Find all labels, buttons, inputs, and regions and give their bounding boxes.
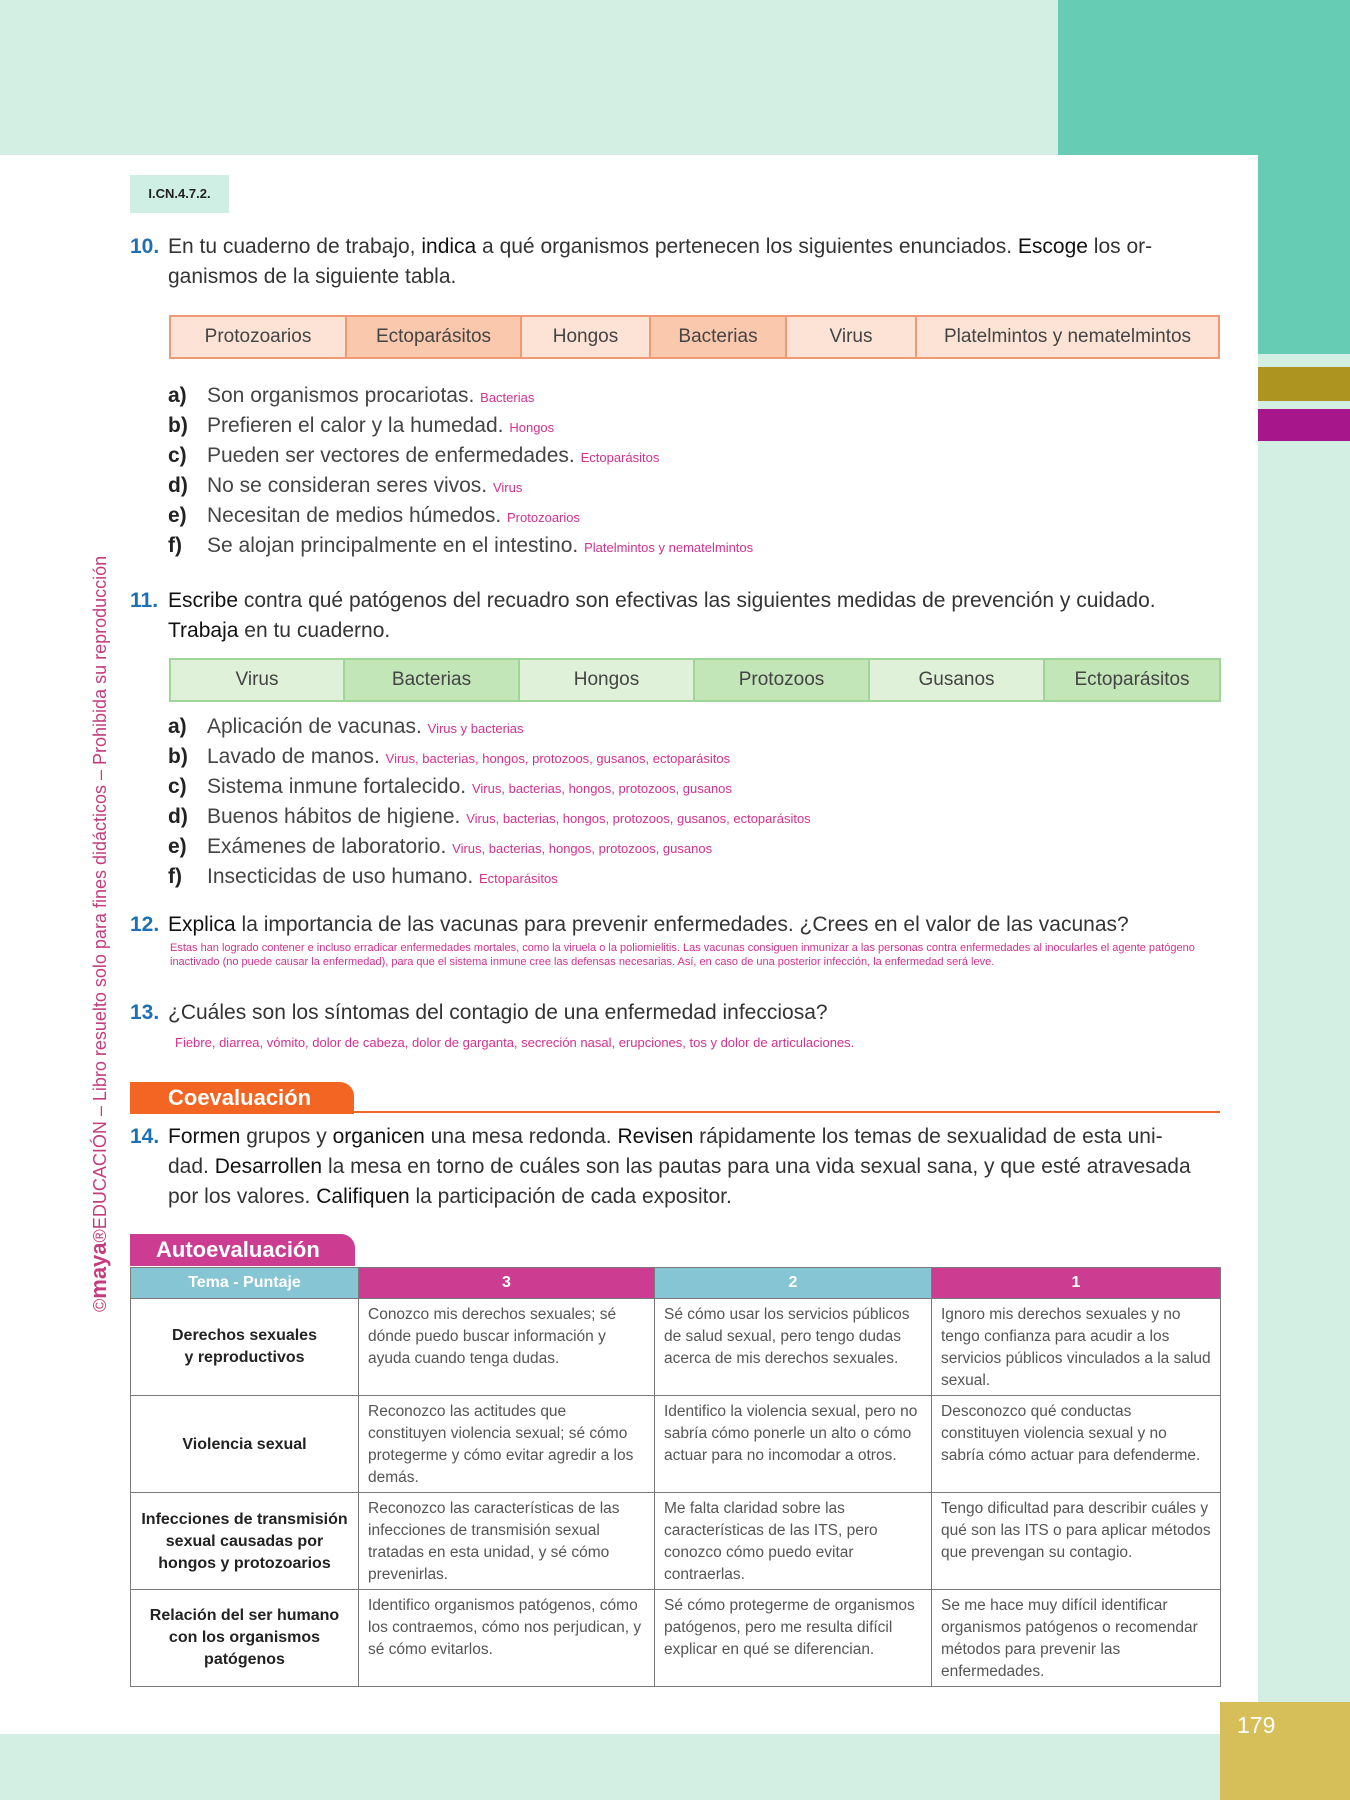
answer: Virus, bacterias, hongos, protozoos, gusanos, ectoparásitos <box>385 751 731 766</box>
pathogen-options-table <box>169 658 1221 702</box>
question-14-number: 14. <box>130 1125 160 1148</box>
option-cell: Bacterias <box>649 315 787 359</box>
question-11-list <box>168 712 811 892</box>
option-cell: Ectoparásitos <box>1043 658 1221 702</box>
organism-options-table <box>169 315 1220 359</box>
question-11-text: Escribe contra qué patógenos del recuadro son efectivas las siguientes medidas de prevención y cuidado. Trabaja en tu cuaderno. <box>168 589 1156 642</box>
cell-score-3: Identifico organismos patógenos, cómo los contraemos, cómo nos perjudican, y sé cómo evitarlos. <box>359 1590 655 1687</box>
option-cell: Bacterias <box>343 658 520 702</box>
cell-score-1: Se me hace muy difícil identificar organismos patógenos o recomendar métodos para prevenir las enfermedades. <box>932 1590 1221 1687</box>
autoevaluacion-banner: Autoevaluación <box>130 1234 355 1266</box>
list-item: f) Se alojan principalmente en el intestino. Platelmintos y nematelmintos <box>168 534 754 557</box>
cell-score-2: Sé cómo protegerme de organismos patógenos, pero me resulta difícil explicar en qué se diferencian. <box>655 1590 932 1687</box>
bottom-band <box>0 1734 1350 1800</box>
table-row <box>131 1590 1221 1687</box>
olive-side-band <box>1258 367 1350 401</box>
answer: Virus, bacterias, hongos, protozoos, gusanos <box>471 781 732 796</box>
cell-score-3: Reconozco las actitudes que constituyen violencia sexual; sé cómo protegerme y cómo evitar agredir a los demás. <box>359 1396 655 1493</box>
cell-score-1: Desconozco qué conductas constituyen violencia sexual y no sabría cómo actuar para defenderme. <box>932 1396 1221 1493</box>
question-13-text: ¿Cuáles son los síntomas del contagio de una enfermedad infecciosa? <box>168 1001 828 1024</box>
question-12-text: Explica la importancia de las vacunas para prevenir enfermedades. ¿Crees en el valor de las vacunas? <box>168 913 1129 936</box>
answer: Virus, bacterias, hongos, protozoos, gusanos <box>452 841 713 856</box>
cell-score-1: Tengo dificultad para describir cuáles y qué son las ITS o para aplicar métodos que prevengan su contagio. <box>932 1493 1221 1590</box>
answer: Hongos <box>509 420 555 435</box>
list-item: b) Prefieren el calor y la humedad. Hongos <box>168 414 555 437</box>
option-cell: Protozoarios <box>169 315 347 359</box>
header-score-3: 3 <box>359 1268 655 1299</box>
cell-score-2: Me falta claridad sobre las características de las ITS, pero conozco cómo puedo evitar contraerlas. <box>655 1493 932 1590</box>
answer: Virus <box>492 480 523 495</box>
cell-score-3: Reconozco las características de las infecciones de transmisión sexual tratadas en esta unidad, y sé cómo prevenirlas. <box>359 1493 655 1590</box>
table-row <box>131 1299 1221 1396</box>
question-12-answer: Estas han logrado contener e incluso erradicar enfermedades mortales, como la viruela o la poliomielitis. Las vacunas consiguen inmunizar a las personas contra enfermedades al inocularles el agente patógeno inactivado (no puede causar la enfermedad), para que el sistema inmune cree las defensas necesarias. Así, en caso de una posterior infección, la enfermedad será leve. <box>170 942 1195 968</box>
question-14-text: Formen grupos y organicen una mesa redonda. Revisen rápidamente los temas de sexualidad de esta uni- dad. Desarrollen la mesa en torno de cuáles son las pautas para una vida sexual sana, y que esté atravesada por los valores. Califiquen la participación de cada expositor. <box>168 1125 1191 1208</box>
table-row <box>131 1396 1221 1493</box>
option-cell: Hongos <box>520 315 651 359</box>
question-10-number: 10. <box>130 235 160 258</box>
list-item: d) Buenos hábitos de higiene. Virus, bacterias, hongos, protozoos, gusanos, ectoparásitos <box>168 805 811 828</box>
header-tema: Tema - Puntaje <box>131 1268 359 1299</box>
list-item: f) Insecticidas de uso humano. Ectoparásitos <box>168 865 558 888</box>
brand-logo-text: maya <box>86 1242 111 1299</box>
answer: Bacterias <box>480 390 535 405</box>
list-item: a) Aplicación de vacunas. Virus y bacterias <box>168 715 524 738</box>
option-cell: Virus <box>169 658 345 702</box>
list-item: e) Exámenes de laboratorio. Virus, bacterias, hongos, protozoos, gusanos <box>168 835 713 858</box>
option-cell: Ectoparásitos <box>345 315 522 359</box>
question-11-number: 11. <box>130 589 159 612</box>
list-item: b) Lavado de manos. Virus, bacterias, hongos, protozoos, gusanos, ectoparásitos <box>168 745 731 768</box>
row-topic: Violencia sexual <box>131 1396 359 1493</box>
copyright-vertical-text: ©maya®EDUCACIÓN – Libro resuelto solo para fines didácticos – Prohibida su reproducción <box>86 555 111 1312</box>
row-topic: Relación del ser humano con los organismos patógenos <box>131 1590 359 1687</box>
option-cell: Virus <box>785 315 917 359</box>
answer: Virus y bacterias <box>427 721 524 736</box>
list-item: c) Sistema inmune fortalecido. Virus, bacterias, hongos, protozoos, gusanos <box>168 775 732 798</box>
cell-score-2: Identifico la violencia sexual, pero no sabría cómo ponerle un alto o cómo actuar para no incomodar a otros. <box>655 1396 932 1493</box>
autoevaluacion-table <box>130 1267 1221 1687</box>
cell-score-3: Conozco mis derechos sexuales; sé dónde puedo buscar información y ayuda cuando tenga dudas. <box>359 1299 655 1396</box>
cell-score-1: Ignoro mis derechos sexuales y no tengo confianza para acudir a los servicios públicos vinculados a la salud sexual. <box>932 1299 1221 1396</box>
coevaluacion-rule <box>130 1111 1220 1113</box>
question-13-answer: Fiebre, diarrea, vómito, dolor de cabeza, dolor de garganta, secreción nasal, erupciones, tos y dolor de articulaciones. <box>175 1035 855 1050</box>
header-score-1: 1 <box>932 1268 1221 1299</box>
row-topic: Infecciones de transmisión sexual causadas por hongos y protozoarios <box>131 1493 359 1590</box>
page-number: 179 <box>1237 1712 1276 1738</box>
question-10-list <box>168 381 753 561</box>
table-header-row <box>131 1268 1221 1299</box>
option-cell: Protozoos <box>693 658 870 702</box>
row-topic: Derechos sexuales y reproductivos <box>131 1299 359 1396</box>
indicator-code: I.CN.4.7.2. <box>130 175 229 213</box>
question-13-number: 13. <box>130 1001 160 1024</box>
question-10-text: En tu cuaderno de trabajo, indica a qué organismos pertenecen los siguientes enunciados. Escoge los or- ganismos de la siguiente tabla. <box>168 235 1153 288</box>
list-item: a) Son organismos procariotas. Bacterias <box>168 384 535 407</box>
option-cell: Gusanos <box>868 658 1045 702</box>
header-score-2: 2 <box>655 1268 932 1299</box>
coevaluacion-banner: Coevaluación <box>130 1082 354 1114</box>
list-item: d) No se consideran seres vivos. Virus <box>168 474 523 497</box>
answer: Ectoparásitos <box>479 871 558 886</box>
list-item: e) Necesitan de medios húmedos. Protozoarios <box>168 504 580 527</box>
list-item: c) Pueden ser vectores de enfermedades. Ectoparásitos <box>168 444 660 467</box>
cell-score-2: Sé cómo usar los servicios públicos de salud sexual, pero tengo dudas acerca de mis derechos sexuales. <box>655 1299 932 1396</box>
answer: Platelmintos y nematelmintos <box>584 540 754 555</box>
question-12-number: 12. <box>130 913 160 936</box>
table-row <box>131 1493 1221 1590</box>
answer: Ectoparásitos <box>580 450 660 465</box>
magenta-side-band <box>1258 409 1350 441</box>
option-cell: Hongos <box>518 658 695 702</box>
answer: Protozoarios <box>507 510 580 525</box>
option-cell: Platelmintos y nematelmintos <box>915 315 1220 359</box>
answer: Virus, bacterias, hongos, protozoos, gusanos, ectoparásitos <box>466 811 811 826</box>
